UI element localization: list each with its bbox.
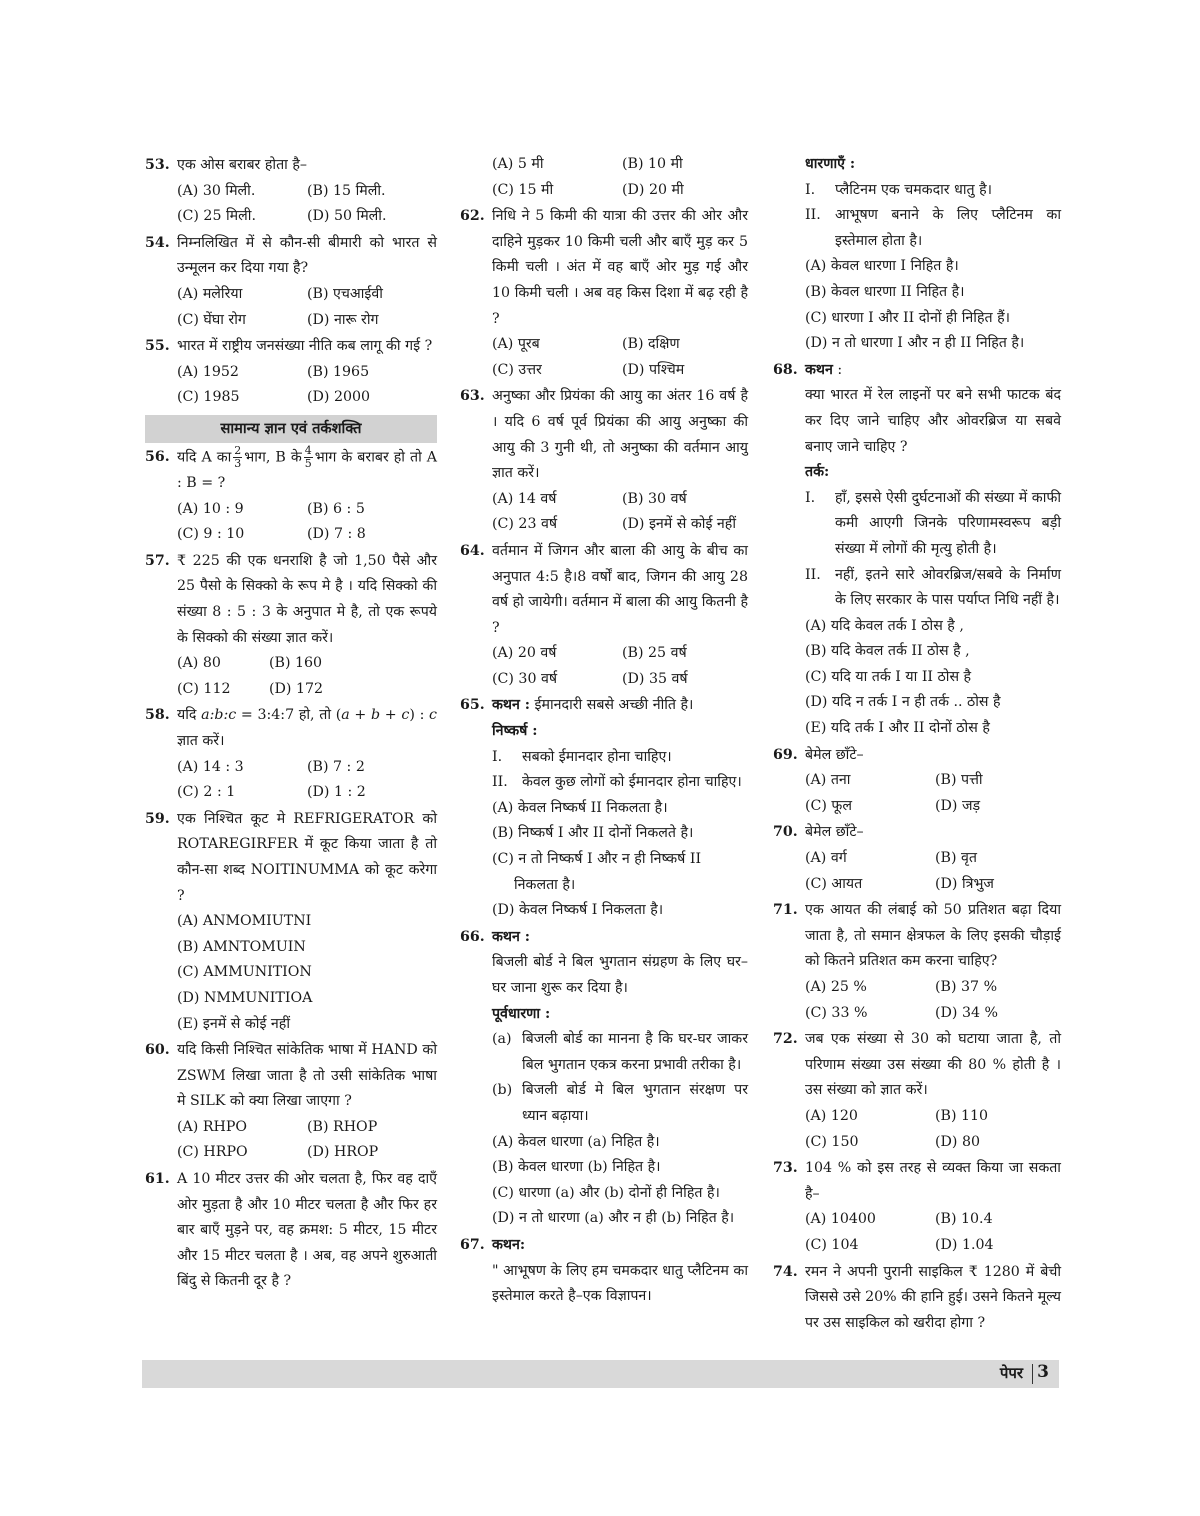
question-number: 71. xyxy=(773,902,798,919)
option: (D) 80 xyxy=(935,1133,981,1150)
statement-item: II. नहीं, इतने सारे ओवरब्रिज/सबवे के निर्माण के लिए सरकार के पास पर्याप्त निधि नहीं है। xyxy=(805,566,1061,609)
question-text: जब एक संख्या से 30 को घटाया जाता है, तो परिणाम संख्या उस संख्या की 80 % होती है । उस संख्या को ज्ञात करें। xyxy=(805,1031,1061,1099)
statement-item: I. सबको ईमानदार होना चाहिए। xyxy=(492,748,672,765)
question-text: निधि ने 5 किमी की यात्रा की उत्तर की ओर और दाहिने मुड़कर 10 किमी चली और बाएँ मुड़ कर 5 किमी चली । अंत में वह बाएँ ओर मुड़ गई और 10 किमी चली । अब वह किस दिशा में बढ़ रही है ? xyxy=(492,208,748,327)
option: (C) न तो निष्कर्ष I और न ही निष्कर्ष II निकलता है। xyxy=(492,851,702,893)
question-number: 66. xyxy=(460,928,485,945)
option: (C) 2 : 1 xyxy=(177,784,236,801)
question-number: 64. xyxy=(460,542,485,559)
option: (D) न तो धारणा (a) और न ही (b) निहित है। xyxy=(492,1210,735,1227)
option: (B) 6 : 5 xyxy=(307,500,365,517)
question-number: 57. xyxy=(145,552,170,569)
question-number: 61. xyxy=(145,1171,170,1188)
question-label: कथन : xyxy=(805,361,843,378)
question-number: 70. xyxy=(773,824,798,841)
option: (A) ANMOMIUTNI xyxy=(177,913,312,930)
option: (D) 172 xyxy=(269,680,324,697)
question-73 xyxy=(773,1156,1061,1258)
column-2 xyxy=(460,152,748,1310)
option: (C) 150 xyxy=(805,1133,859,1150)
question-number: 63. xyxy=(460,388,485,405)
option: (C) फूल xyxy=(805,797,852,814)
question-text: यदि किसी निश्चित सांकेतिक भाषा में HAND को ZSWM लिखा जाता है तो उसी सांकेतिक भाषा मे SILK को क्या लिखा जाएगा ? xyxy=(177,1042,437,1110)
question-61 xyxy=(145,1167,437,1295)
question-number: 59. xyxy=(145,810,170,827)
question-66 xyxy=(460,925,748,1232)
question-70 xyxy=(773,820,1061,897)
option: (C) 25 मिली. xyxy=(177,208,256,225)
question-text: कथन : ईमानदारी सबसे अच्छी नीति है। xyxy=(492,697,694,714)
question-text: वर्तमान में जिगन और बाला की आयु के बीच का अनुपात 4:5 है।8 वर्षों बाद, जिगन की आयु 28 वर्ष हो जायेगी। वर्तमान में बाला की आयु कितनी है ? xyxy=(492,542,748,636)
option: (B) 7 : 2 xyxy=(307,758,365,775)
fraction: $\frac{4}{5}$ xyxy=(304,443,312,470)
option: (B) एचआईवी xyxy=(307,285,383,302)
option: (A) 1952 xyxy=(177,363,239,380)
page-number: 3 xyxy=(1037,1362,1049,1382)
option: (C) आयत xyxy=(805,875,863,892)
question-text: रमन ने अपनी पुरानी साइकिल ₹ 1280 में बेची जिससे उसे 20% की हानि हुई। उसने कितने मूल्य पर उस साइकिल को खरीदा होगा ? xyxy=(805,1263,1061,1331)
option: (D) 34 % xyxy=(935,1004,998,1021)
question-text: क्या भारत में रेल लाइनों पर बने सभी फाटक बंद कर दिए जाने चाहिए और ओवरब्रिज या सबवे बनाए जाने चाहिए ? xyxy=(805,387,1061,455)
option: (E) इनमें से कोई नहीं xyxy=(177,1015,291,1032)
option: (D) 35 वर्ष xyxy=(622,670,688,687)
question-text: निम्नलिखित में से कौन-सी बीमारी को भारत से उन्मूलन कर दिया गया है? xyxy=(177,234,437,277)
option: (C) HRPO xyxy=(177,1144,248,1161)
question-56 xyxy=(145,445,437,548)
option: (B) वृत xyxy=(935,850,977,867)
option: (B) 10 मी xyxy=(622,156,683,172)
question-62 xyxy=(460,204,748,383)
footer-divider xyxy=(1032,1364,1033,1384)
question-number: 65. xyxy=(460,697,485,714)
option: (A) 25 % xyxy=(805,979,867,995)
statement-item: II. केवल कुछ लोगों को ईमानदार होना चाहिए। xyxy=(492,774,742,791)
option: (B) AMNTOMUIN xyxy=(177,938,306,955)
question-label: कथन: xyxy=(492,1236,526,1253)
option: (B) 25 वर्ष xyxy=(622,645,687,662)
sub-label: पूर्वधारणा : xyxy=(492,1005,551,1022)
question-number: 56. xyxy=(145,448,170,465)
option: (C) 1985 xyxy=(177,389,240,406)
question-text: एक ओस बराबर होता है– xyxy=(177,157,307,173)
option: (A) केवल धारणा I निहित है। xyxy=(805,258,959,275)
option: (A) 5 मी xyxy=(492,156,544,172)
question-label: कथन : xyxy=(492,928,531,945)
option: (D) यदि न तर्क I न ही तर्क .. ठोस है xyxy=(805,694,1001,711)
option: (B) 110 xyxy=(935,1107,989,1124)
question-59 xyxy=(145,807,437,1037)
question-number: 72. xyxy=(773,1031,798,1048)
option: (D) 1 : 2 xyxy=(307,784,366,801)
question-text: भारत में राष्ट्रीय जनसंख्या नीति कब लागू की गई ? xyxy=(177,338,433,355)
option: (C) 104 xyxy=(805,1236,859,1253)
option: (A) 10400 xyxy=(805,1211,876,1228)
question-number: 54. xyxy=(145,234,170,251)
question-text: बेमेल छाँटे– xyxy=(805,746,864,763)
section-header: सामान्य ज्ञान एवं तर्कशक्ति xyxy=(145,415,437,443)
option: (C) 33 % xyxy=(805,1004,868,1021)
question-number: 60. xyxy=(145,1042,170,1059)
option: (C) यदि या तर्क I या II ठोस है xyxy=(805,668,972,685)
option: (D) इनमें से कोई नहीं xyxy=(622,516,737,533)
question-number: 58. xyxy=(145,707,170,724)
option: (D) पश्चिम xyxy=(622,361,685,378)
option: (A) यदि केवल तर्क I ठोस है , xyxy=(805,617,964,634)
column-3 xyxy=(773,152,1061,1336)
option: (A) वर्ग xyxy=(805,850,847,867)
sub-label: धारणाएँ : xyxy=(805,156,856,172)
option: (D) त्रिभुज xyxy=(935,875,994,892)
statement-item: (b) बिजली बोर्ड मे बिल भुगतान संरक्षण पर ध्यान बढ़ाया। xyxy=(492,1082,748,1124)
sub-label: तर्क: xyxy=(805,464,830,481)
option: (B) केवल धारणा II निहित है। xyxy=(805,283,965,300)
option: (A) केवल धारणा (a) निहित है। xyxy=(492,1133,660,1150)
option: (C) AMMUNITION xyxy=(177,964,312,981)
option: (E) यदि तर्क I और II दोनों ठोस है xyxy=(805,720,990,737)
question-69 xyxy=(773,743,1061,820)
question-53 xyxy=(145,153,437,230)
question-number: 73. xyxy=(773,1160,798,1177)
question-68 xyxy=(773,358,1061,742)
option: (A) पूरब xyxy=(492,336,540,353)
option: (C) 15 मी xyxy=(492,181,554,198)
sub-label: निष्कर्ष : xyxy=(492,723,538,740)
question-text: बेमेल छाँटे– xyxy=(805,824,864,841)
option: (D) 20 मी xyxy=(622,181,684,198)
fraction: $\frac{2}{3}$ xyxy=(234,443,242,470)
option: (B) 37 % xyxy=(935,979,998,995)
question-60 xyxy=(145,1038,437,1166)
question-text: यदि A का $\frac{2}{3}$ भाग, B के $\frac{4}{5}$ भाग के बराबर हो तो A : B = ? xyxy=(177,443,437,492)
question-text: बिजली बोर्ड ने बिल भुगतान संग्रहण के लिए घर–घर जाना शुरू कर दिया है। xyxy=(492,954,748,996)
option: (A) केवल निष्कर्ष II निकलता है। xyxy=(492,799,668,816)
option: (D) जड़ xyxy=(935,797,981,814)
option: (A) 14 : 3 xyxy=(177,758,244,775)
option: (B) 10.4 xyxy=(935,1211,993,1228)
option: (C) उत्तर xyxy=(492,361,542,378)
question-text: एक आयत की लंबाई को 50 प्रतिशत बढ़ा दिया जाता है, तो समान क्षेत्रफल के लिए इसकी चौड़ाई को कितने प्रतिशत कम करना चाहिए? xyxy=(805,902,1061,970)
option: (A) 30 मिली. xyxy=(177,182,256,199)
option: (D) केवल निष्कर्ष I निकलता है। xyxy=(492,902,664,919)
question-number: 68. xyxy=(773,361,798,378)
question-55 xyxy=(145,334,437,411)
option: (A) 80 xyxy=(177,655,221,672)
question-74 xyxy=(773,1260,1061,1337)
question-text: ₹ 225 की एक धनराशि है जो 1,50 पैसे और 25 पैसो के सिक्को के रूप मे है । यदि सिक्को की संख्या 8 : 5 : 3 के अनुपात मे है, तो एक रूपये के सिक्को की संख्या ज्ञात करें। xyxy=(177,552,437,646)
option: (A) 14 वर्ष xyxy=(492,490,557,507)
statement-item: (a) बिजली बोर्ड का मानना है कि घर-घर जाकर बिल भुगतान एकत्र करना प्रभावी तरीका है। xyxy=(492,1031,748,1073)
question-71 xyxy=(773,898,1061,1026)
option: (C) धारणा I और II दोनों ही निहित हैं। xyxy=(805,309,1010,326)
question-67-continued xyxy=(773,152,1061,357)
option: (A) 120 xyxy=(805,1107,858,1124)
question-67 xyxy=(460,1233,748,1310)
question-63 xyxy=(460,384,748,538)
option: (B) दक्षिण xyxy=(622,336,680,353)
statement-item: I. प्लैटिनम एक चमकदार धातु है। xyxy=(805,181,993,198)
question-number: 67. xyxy=(460,1236,485,1253)
option: (C) 112 xyxy=(177,680,231,697)
option: (B) केवल धारणा (b) निहित है। xyxy=(492,1159,661,1176)
option: (B) यदि केवल तर्क II ठोस है , xyxy=(805,643,970,660)
question-text: " आभूषण के लिए हम चमकदार धातु प्लैटिनम का इस्तेमाल करते है–एक विज्ञापन। xyxy=(492,1262,748,1305)
option: (B) RHOP xyxy=(307,1118,378,1135)
option: (D) नारू रोग xyxy=(307,311,379,328)
column-1 xyxy=(145,152,437,1295)
statement-item: II. आभूषण बनाने के लिए प्लैटिनम का इस्तेमाल होता है। xyxy=(805,207,1061,249)
question-65 xyxy=(460,693,748,923)
question-text: 104 % को इस तरह से व्यक्त किया जा सकता है– xyxy=(805,1160,1061,1202)
option: (D) 7 : 8 xyxy=(307,526,366,543)
page-footer xyxy=(142,1360,1059,1388)
question-number: 62. xyxy=(460,208,485,225)
question-58 xyxy=(145,703,437,805)
option: (A) तना xyxy=(805,772,851,789)
option: (C) घेंघा रोग xyxy=(177,311,246,328)
question-number: 69. xyxy=(773,746,798,763)
option: (B) 160 xyxy=(269,655,323,672)
option: (A) 10 : 9 xyxy=(177,500,244,517)
option: (C) धारणा (a) और (b) दोनों ही निहित है। xyxy=(492,1184,720,1201)
option: (D) NMMUNITIOA xyxy=(177,989,313,1006)
option: (B) पत्ती xyxy=(935,772,983,789)
question-number: 53. xyxy=(145,157,170,173)
question-text: एक निश्चित कूट मे REFRIGERATOR को ROTAREGIRFER में कूट किया जाता है तो कौन-सा शब्द NOITINUMMA को कूट करेगा ? xyxy=(177,810,437,904)
question-text: A 10 मीटर उत्तर की ओर चलता है, फिर वह दाएँ ओर मुड़ता है और 10 मीटर चलता है और फिर हर बार बाएँ मुड़ने पर, वह क्रमश: 5 मीटर, 15 मीटर और 15 मीटर चलता है । अब, वह अपने शुरुआती बिंदु से कितनी दूर है ? xyxy=(177,1171,437,1290)
option: (C) 23 वर्ष xyxy=(492,516,558,533)
question-text: अनुष्का और प्रियंका की आयु का अंतर 16 वर्ष है । यदि 6 वर्ष पूर्व प्रियंका की आयु अनुष्का की आयु की 3 गुनी थी, तो अनुष्का की वर्तमान आयु ज्ञात करें। xyxy=(492,388,748,482)
option: (D) 1.04 xyxy=(935,1236,994,1253)
option: (D) 50 मिली. xyxy=(307,208,387,225)
footer-label: पेपर xyxy=(999,1364,1023,1382)
option: (D) 2000 xyxy=(307,389,371,406)
option: (B) 30 वर्ष xyxy=(622,490,687,507)
question-61-options xyxy=(460,152,748,203)
option: (A) मलेरिया xyxy=(177,285,243,302)
option: (B) 1965 xyxy=(307,363,370,380)
question-64 xyxy=(460,539,748,693)
question-54 xyxy=(145,231,437,333)
option: (C) 9 : 10 xyxy=(177,526,245,543)
question-57 xyxy=(145,549,437,703)
option: (B) निष्कर्ष I और II दोनों निकलते है। xyxy=(492,825,694,842)
question-number: 55. xyxy=(145,338,170,355)
option: (D) HROP xyxy=(307,1144,379,1161)
option: (C) 30 वर्ष xyxy=(492,670,558,687)
option: (D) न तो धारणा I और न ही II निहित है। xyxy=(805,335,1025,352)
option: (A) 20 वर्ष xyxy=(492,645,557,662)
question-72 xyxy=(773,1027,1061,1155)
statement-item: I. हाँ, इससे ऐसी दुर्घटनाओं की संख्या में काफी कमी आएगी जिनके परिणामस्वरूप बड़ी संख्या में लोगों की मृत्यु होती है। xyxy=(805,489,1061,557)
option: (A) RHPO xyxy=(177,1118,248,1135)
option: (B) 15 मिली. xyxy=(307,182,386,199)
question-number: 74. xyxy=(773,1263,798,1280)
question-text: यदि a:b:c = 3:4:7 हो, तो (a + b + c) : c ज्ञात करें। xyxy=(177,707,437,749)
